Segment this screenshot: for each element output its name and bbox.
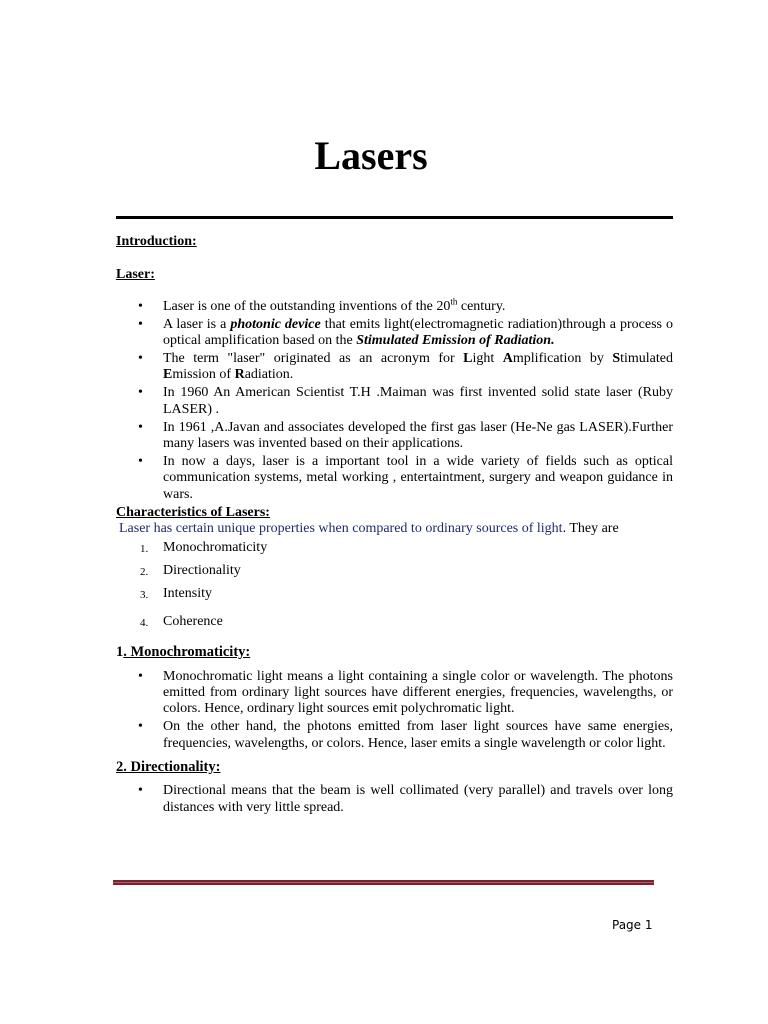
list-item: • In 1961 ,A.Javan and associates developed the first gas laser (He-Ne gas LASER).Further many lasers was invented based on their applications. [163, 420, 673, 453]
introduction-heading: Introduction: [116, 234, 197, 249]
list-item: 1. Monochromaticity [140, 539, 268, 555]
list-item: 2. Directionality [140, 562, 241, 578]
list-item: • The term "laser" originated as an acronym for Light Amplification by Stimulated Emission of Radiation. [163, 351, 673, 384]
list-item: 4. Coherence [140, 613, 223, 629]
characteristics-list [116, 540, 673, 631]
content-body [116, 234, 673, 818]
list-item: • A laser is a photonic device that emits light(electromagnetic radiation)through a process o optical amplification based on the Stimulated Emission of Radiation. [163, 317, 673, 350]
page-number: Page 1 [612, 918, 653, 932]
directionality-bullet-list [116, 783, 673, 816]
laser-heading: Laser: [116, 267, 155, 283]
characteristics-heading: Characteristics of Lasers: [116, 504, 270, 520]
list-item: • Monochromatic light means a light containing a single color or wavelength. The photons emitted from ordinary light sources have different energies, frequencies, wavelengths, or colors. Hence, ordinary light sources emit polychromatic light. [163, 669, 673, 718]
list-item: • In 1960 An American Scientist T.H .Maiman was first invented solid state laser (Ruby LASER) . [163, 385, 673, 418]
page-title: Lasers [314, 133, 428, 178]
directionality-heading: 2. Directionality: [116, 759, 221, 776]
list-item: • Laser is one of the outstanding inventions of the 20th century. [163, 299, 673, 315]
list-item: • On the other hand, the photons emitted from laser light sources have same energies, frequencies, wavelengths, or colors. Hence, laser emits a single wavelength or color light. [163, 719, 673, 752]
characteristics-lead: Laser has certain unique properties when compared to ordinary sources of light. They are [119, 521, 619, 537]
list-item: 3. Intensity [140, 586, 212, 602]
monochromaticity-heading: 1. Monochromaticity: [116, 644, 251, 661]
list-item: • In now a days, laser is a important tool in a wide variety of fields such as optical communication systems, metal working , entertaintment, surgery and weapon guidance in wars. [163, 454, 673, 503]
list-item: • Directional means that the beam is well collimated (very parallel) and travels over long distances with very little spread. [163, 783, 673, 816]
footer-divider [113, 880, 654, 885]
laser-bullet-list [116, 296, 674, 503]
title-divider [116, 216, 673, 219]
monochromaticity-bullet-list [116, 669, 673, 753]
